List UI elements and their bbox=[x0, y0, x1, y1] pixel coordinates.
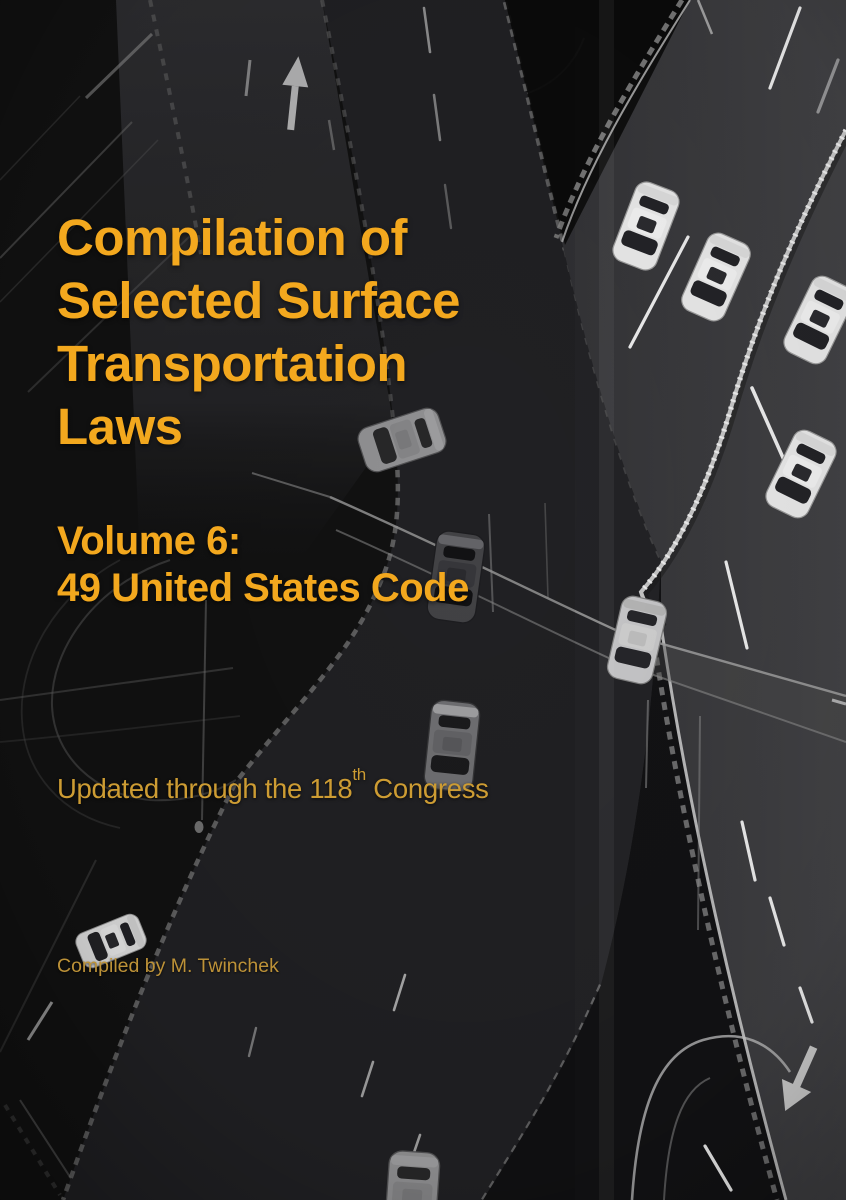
book-subtitle bbox=[57, 518, 469, 612]
edition-ordinal-suffix: th bbox=[352, 765, 366, 785]
book-title bbox=[57, 206, 460, 458]
title-line-2: Selected Surface bbox=[57, 272, 461, 330]
title-line-1: Compilation of bbox=[57, 209, 407, 267]
edition-note bbox=[57, 766, 489, 805]
title-line-3: Transportation bbox=[57, 335, 408, 393]
edition-prefix: Updated through the 118 bbox=[57, 773, 353, 805]
byline: Compiled by M. Twinchek bbox=[57, 955, 279, 977]
edition-suffix: Congress bbox=[365, 773, 489, 805]
title-line-4: Laws bbox=[57, 398, 183, 456]
subtitle-line-1: Volume 6: bbox=[57, 519, 241, 563]
subtitle-line-2: 49 United States Code bbox=[57, 566, 469, 610]
